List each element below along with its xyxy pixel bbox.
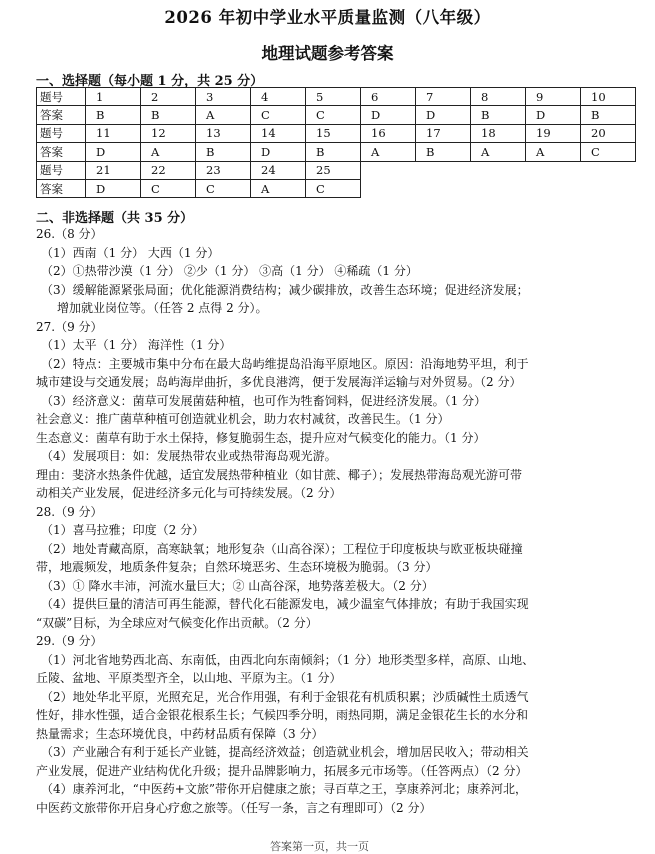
table-cell: A [471,143,526,161]
table-cell: 16 [361,124,416,142]
table-cell: A [141,143,196,161]
question-28-header: 28.（9 分） [36,504,103,519]
table-cell: 23 [196,161,251,179]
exam-title: 2026 年初中学业水平质量监测（八年级） [164,8,491,27]
table-cell: 1 [86,88,141,106]
table-cell: A [361,143,416,161]
table-cell: B [196,143,251,161]
table-cell: C [306,106,361,124]
answer-line: （4）康养河北，“中医药+文旅”带你开启健康之旅；寻百草之王，享康养河北；康养河北， [41,782,527,796]
answer-line: （2）特点：主要城市集中分布在最大岛屿维提岛沿海平原地区。原因：沿海地势平坦，利于 [41,356,529,371]
table-cell: A [526,143,581,161]
table-cell: C [196,179,251,197]
table-cell: D [526,106,581,124]
table-cell: C [306,179,361,197]
table-cell: C [251,106,306,124]
table-cell: 13 [196,124,251,142]
answer-line: （4）发展项目：如：发展热带农业或热带海岛观光游。 [41,449,337,463]
answer-line: （4）提供巨量的清洁可再生能源，替代化石能源发电，减少温室气体排放；有助于我国实现 [41,597,529,611]
table-cell: A [251,179,306,197]
question-27-header: 27.（9 分） [36,319,103,334]
table-row [37,179,636,197]
table-row [37,124,636,142]
answer-line: （2）地处华北平原，光照充足，光合作用强，有利于金银花有机质积累；沙质碱性土质透气 [41,689,529,704]
table-cell: 19 [526,124,581,142]
table-cell: D [86,143,141,161]
answer-line: “双碳”目标，为全球应对气候变化作出贡献。（2 分） [36,615,318,630]
row-label: 答案 [37,179,86,197]
answer-line: （1）西南（1 分） 大西（1 分） [41,245,220,260]
table-row [37,143,636,161]
table-row [37,106,636,124]
table-cell: B [416,143,471,161]
table-cell: B [306,143,361,161]
row-label: 题号 [37,88,86,106]
answer-line: 理由：斐济水热条件优越，适宜发展热带种植业（如甘蔗、椰子）；发展热带海岛观光游可带 [36,467,523,482]
table-cell: D [416,106,471,124]
table-cell: D [86,179,141,197]
table-row [37,161,636,179]
row-label: 答案 [37,106,86,124]
answer-line: （3）缓解能源紧张局面；优化能源消费结构；减少碳排放，改善生态环境；促进经济发展； [41,282,529,297]
answer-line: 城市建设与交通发展；岛屿海岸曲折，多优良港湾，便于发展海洋运输与对外贸易。（2 分） [36,375,522,389]
answer-line: （2）地处青藏高原，高寒缺氧；地形复杂（山高谷深）；工程位于印度板块与欧亚板块碰撞 [41,541,523,556]
answer-line: 生态意义：菌草有助于水土保持，修复脆弱生态，提升应对气候变化的能力。（1 分） [36,430,486,445]
table-cell: 9 [526,88,581,106]
section2-heading: 二、非选择题（共 35 分） [36,211,194,226]
table-cell: 17 [416,124,471,142]
table-cell: C [141,179,196,197]
table-cell: D [251,143,306,161]
table-cell: 21 [86,161,141,179]
answer-line: 中医药文旅带你开启身心疗愈之旅等。（任写一条，言之有理即可）（2 分） [36,800,432,815]
exam-subtitle: 地理试题参考答案 [261,44,394,63]
table-cell: B [86,106,141,124]
page-footer: 答案第一页，共一页 [270,840,369,853]
row-label: 题号 [37,124,86,142]
answer-line: （3）产业融合有利于延长产业链，提高经济效益；创造就业机会，增加居民收入；带动相关 [41,745,529,759]
answer-line: 丘陵、盆地、平原类型齐全，以山地、平原为主。（1 分） [36,671,342,685]
table-cell: 7 [416,88,471,106]
answer-line: （1）喜马拉雅；印度（2 分） [41,523,205,537]
table-cell: 22 [141,161,196,179]
answer-line: 热量需求；生态环境优良，中药材品质有保障（3 分） [36,726,324,741]
table-cell: B [141,106,196,124]
answer-line: 增加就业岗位等。（任答 2 点得 2 分）。 [57,301,268,315]
table-cell: 24 [251,161,306,179]
row-label: 题号 [37,161,86,179]
table-row [37,88,636,106]
table-cell: B [581,106,636,124]
table-cell: 8 [471,88,526,106]
table-cell: B [471,106,526,124]
table-cell: D [361,106,416,124]
table-cell: 10 [581,88,636,106]
answer-line: 社会意义：推广菌草种植可创造就业机会，助力农村减贫，改善民生。（1 分） [36,412,450,426]
question-26-header: 26.（8 分） [36,227,103,241]
table-cell: 6 [361,88,416,106]
row-label: 答案 [37,143,86,161]
answer-line: （2）①热带沙漠（1 分） ②少（1 分） ③高（1 分） ④稀疏（1 分） [41,264,418,278]
table-cell: 15 [306,124,361,142]
table-cell: 20 [581,124,636,142]
answer-line: （3）经济意义：菌草可发展菌菇种植，也可作为牲畜饲料，促进经济发展。（1 分） [41,393,487,408]
answer-line: 产业发展，促进产业结构优化升级；提升品牌影响力，拓展多元市场等。（任答两点）（2 分） [36,763,528,778]
table-cell: 14 [251,124,306,142]
answer-line: （1）太平（1 分） 海洋性（1 分） [41,338,232,352]
table-cell: 12 [141,124,196,142]
answer-line: 性好，排水性强，适合金银花根系生长；气候四季分明，雨热同期，满足金银花生长的水分和 [36,708,529,722]
table-cell: 5 [306,88,361,106]
table-cell: 2 [141,88,196,106]
answer-line: 动相关产业发展，促进经济多元化与可持续发展。（2 分） [36,486,342,500]
question-29-header: 29.（9 分） [36,634,103,648]
table-cell: C [581,143,636,161]
answer-line: （3）① 降水丰沛，河流水量巨大；② 山高谷深，地势落差极大。（2 分） [41,578,434,593]
table-cell: 4 [251,88,306,106]
answer-line: （1）河北省地势西北高、东南低，由西北向东南倾斜；（1 分）地形类型多样，高原、山地、 [41,652,535,667]
answer-line: 带，地震频发，地质条件复杂；自然环境恶劣、生态环境极为脆弱。（3 分） [36,560,438,574]
answer-table [36,87,636,198]
table-cell: 3 [196,88,251,106]
table-cell: 18 [471,124,526,142]
table-cell: A [196,106,251,124]
section1-heading: 一、选择题（每小题 1 分，共 25 分） [36,74,264,89]
table-cell: 25 [306,161,361,179]
answer-body [36,225,636,817]
table-cell: 11 [86,124,141,142]
